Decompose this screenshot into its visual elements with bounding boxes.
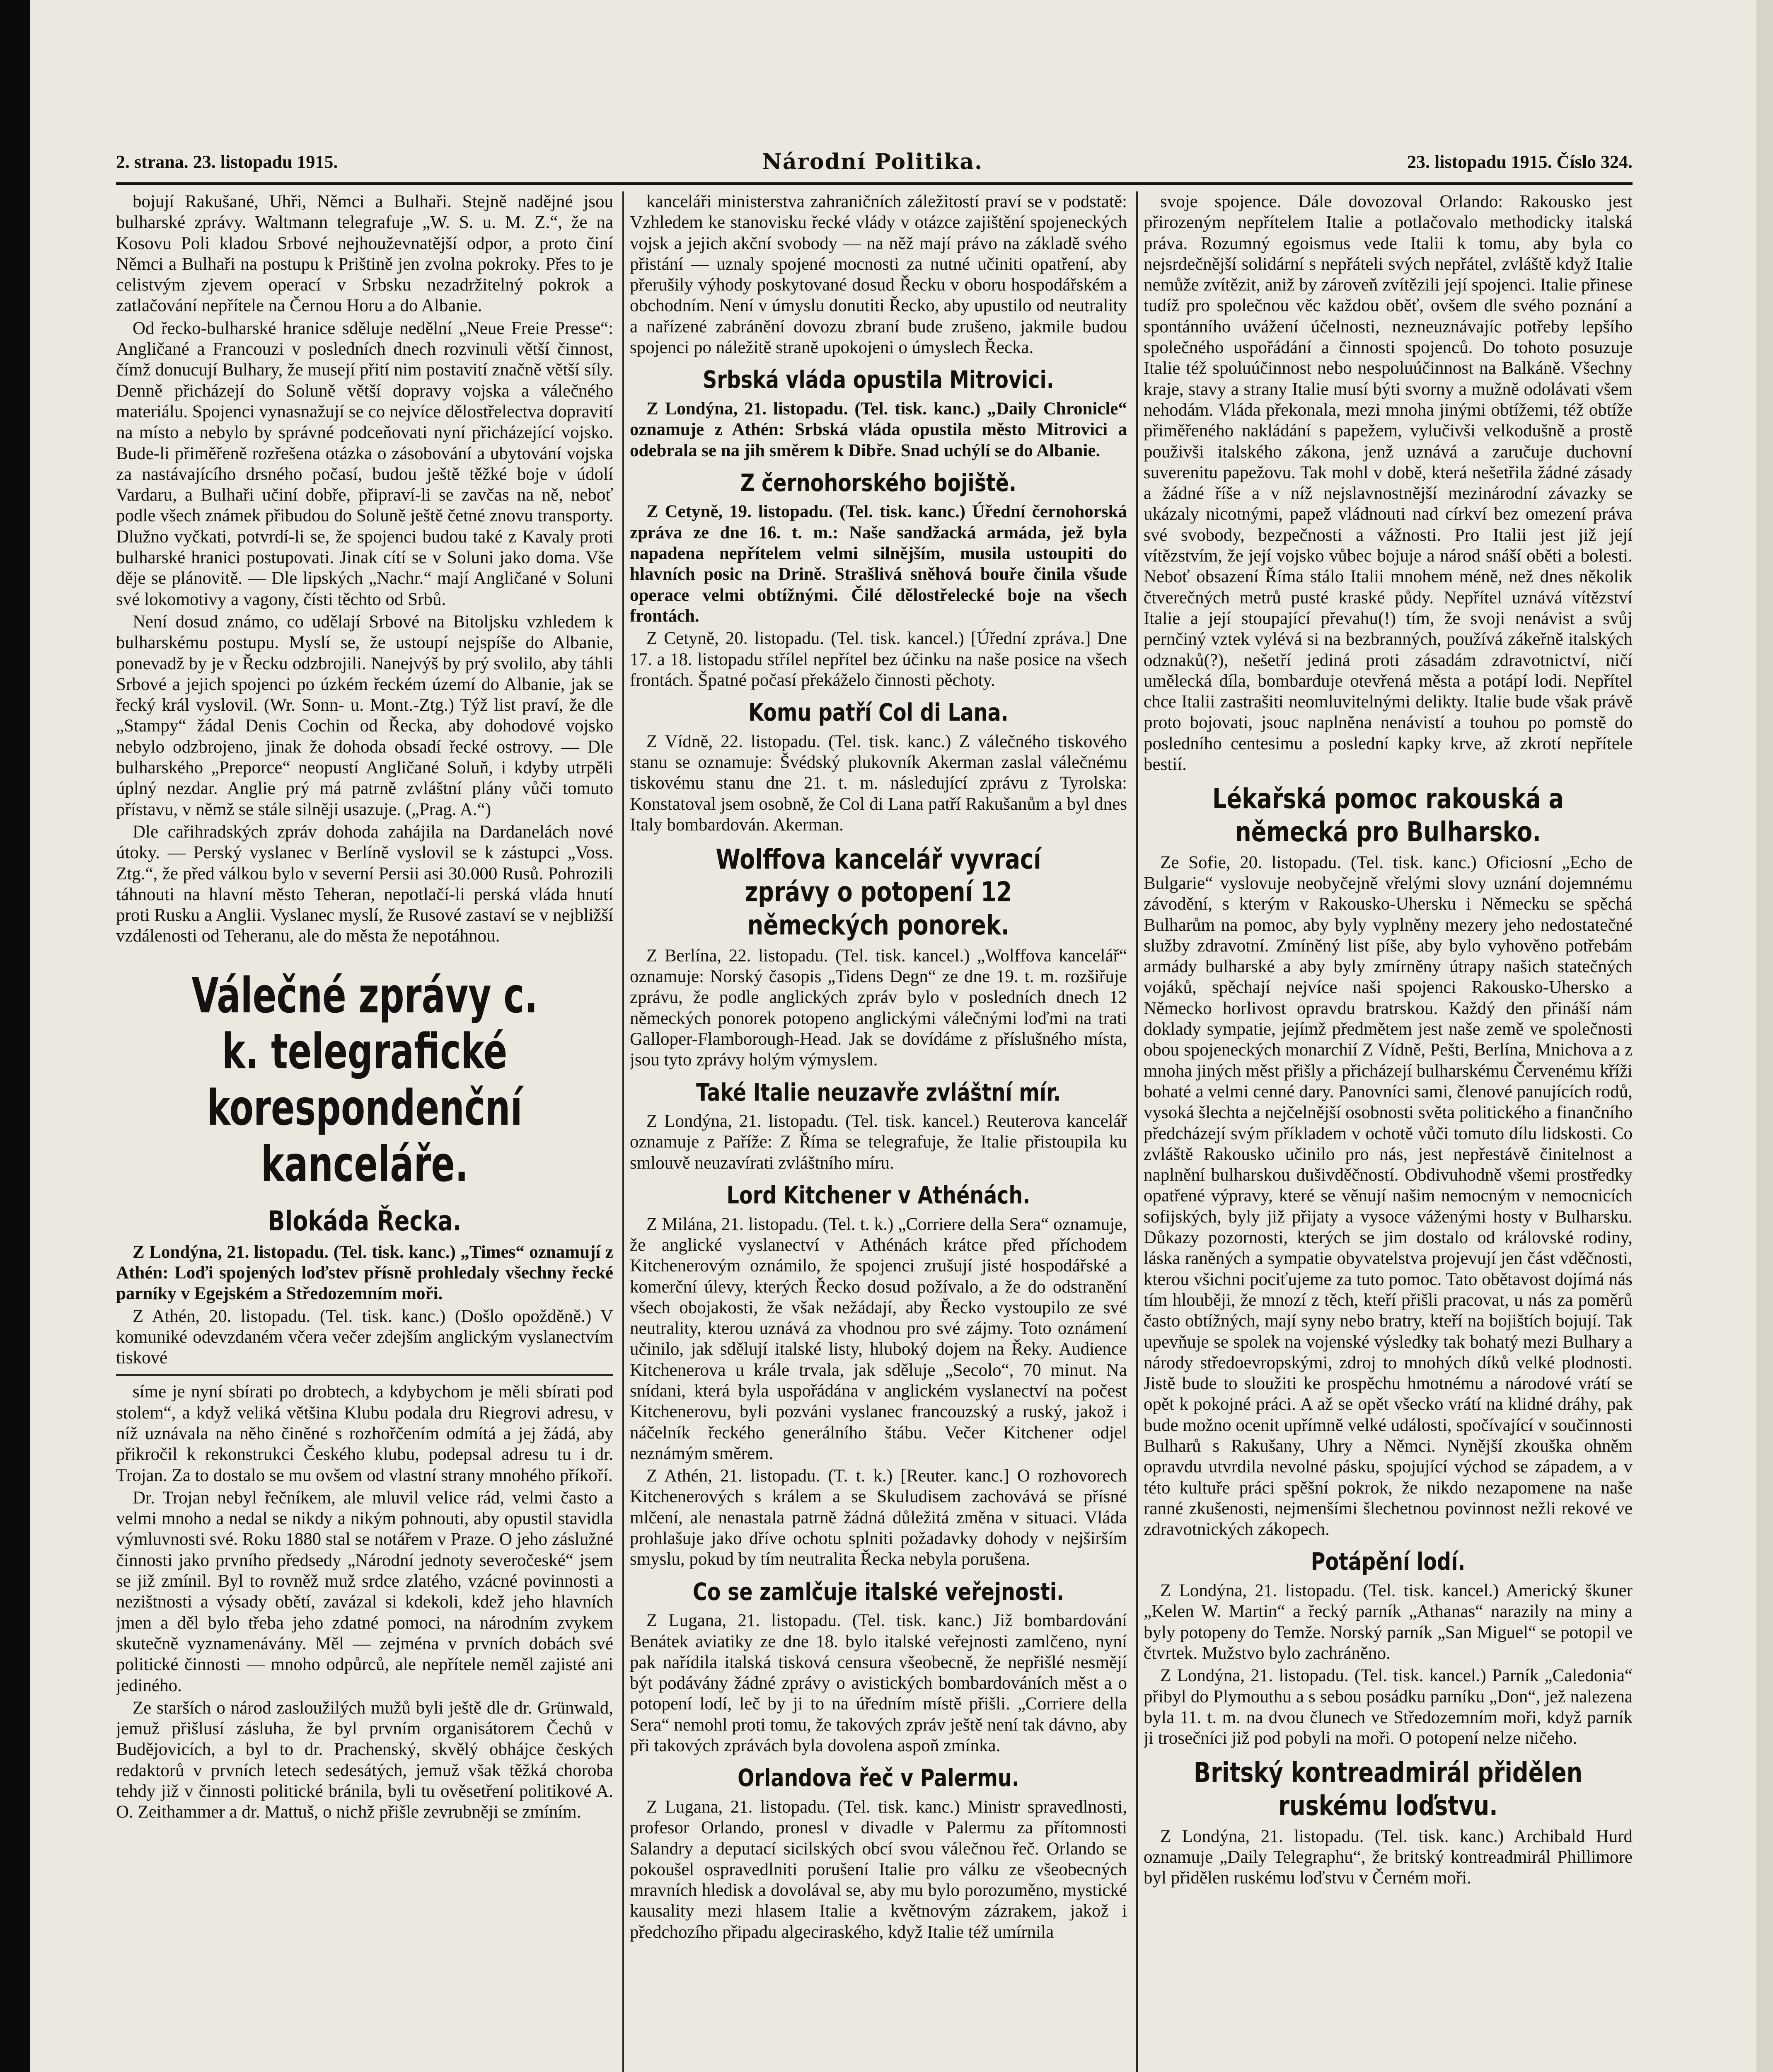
column-rule — [622, 191, 624, 2072]
article-heading: Orlandova řeč v Palermu. — [738, 1764, 1019, 1792]
paragraph: svoje spojence. Dále dovozoval Orlando: Rakousko jest přirozeným nepřítelem Italie a potlačovalo methodicky italská práva. Rozumný egoismus vede Italii k tomu, aby byla co nejsrdečnější solidární s nepřáteli svých nepřátel, zvláště když Italie nemůže zvítězit, aniž by zároveň zvítězili její spojenci. Italie přinese tudíž pro společnou věc každou oběť, ovšem dle svého poznání a spontánního uvážení účelnosti, nezneuznávajíc potřeby lepšího společného uspořádání a činnosti spojenců. Do tohoto posuzuje Italie též spoluúčinnost nebo nespoluúčinnost na Balkáně. Všechny kraje, stavy a strany Italie musí býti svorny a mužně odolávati všem nehodám. Vláda překonala, mezi mnoha jinými obtížemi, též obtíže přiměřeného nakládání s papežem, vylučivši velkodušně a prostě použivši italského zákona, jenž uznává a zaručuje duchovní suverenitu papežovu. Tak mohl v době, která nešetřila žádné zásady a žádné říše a v níž nejslavnostnější mezinárodní závazky se ukázaly nicotnými, papež vládnouti nad církví bez omezení práva své svobody, bezpečnosti a vážnosti. Pro Italii jest již její vítězstvím, že její vojsko vůbec bojuje a národ snáší oběti a bolesti. Neboť obsazení Říma stálo Italii mnohem méně, než dnes několik čtverečných metrů pusté kraské půdy. Nepřítel uznává vítězství Italie a její stoupající převahu(!) tím, že svoji nenávist a svůj pernčiný vztek vylévá si na bezbranných, používá zákeřně italských odznaků(?), nešetří jediná proti zásadám zdravotnictví, ničí umělecká díla, bombarduje otevřená města a potápí lodi. Nepřítel chce Italii zastrašiti neomluvitelnými delikty. Italie bude však právě proto bojovati, jsouc naplněna nenávistí a touhou po pomstě do posledního centesimu a poslední kapky krve, až zkrotí nepřítele bestií. — [1144, 192, 1633, 775]
article-heading: Také Italie neuzavře zvláštní mír. — [696, 1078, 1061, 1106]
paragraph: Z Athén, 20. listopadu. (Tel. tisk. kanc.) (Došlo opožděně.) V komuniké odevzdaném včera večer zdejším anglickým vyslanectvím tiskové — [116, 1306, 613, 1368]
paragraph: Z Vídně, 22. listopadu. (Tel. tisk. kanc.) Z válečného tiskového stanu se oznamuje: Švédský plukovník Akerman zaslal válečnému tiskovému stanu dne 21. t. m. následující zprávu z Tyrolska: Konstatoval jsem osobně, že Col di Lana patří Rakušanům a byl dnes Italy bombardován. Akerman. — [630, 731, 1127, 835]
page-header — [116, 147, 1633, 176]
paragraph: Z Londýna, 21. listopadu. (Tel. tisk. kancel.) Parník „Caledonia“ přibyl do Plymouthu a s sebou posádku parníku „Don“, jež nalezena byla 11. t. m. na dvou člunech ve Středozemním moři, když parník ji trosečníci již pod pobyli na moři. O potopení nelze ničeho. — [1144, 1666, 1633, 1748]
paragraph: Z Lugana, 21. listopadu. (Tel. tisk. kanc.) Již bombardování Benátek aviatiky ze dne 18. bylo italské veřejnosti zamlčeno, nyní pak nařídila italská tisková censura všeobecně, že nepřišlé nesmějí být podávány žádné zprávy o avistických bombardováních měst a o potopení lodí, leč by ji to na úředním místě přišli. „Corriere della Sera“ nemohl proti tomu, že takových zpráv ještě není tak dávno, aby při takových zprávách byla dovolena aspoň zmínka. — [630, 1611, 1127, 1756]
paragraph: Od řecko-bulharské hranice sděluje nedělní „Neue Freie Presse“: Angličané a Francouzi v posledních dnech rozvinuli větší činnost, čímž donucují Bulhary, že musejí přití nim postavití značně větší síly. Denně přicházejí do Soluně větší dopravy vojska a válečného materiálu. Spojenci vynasnažují se co nejvíce dělostřelectva dopravití na místo a nebylo by správné podceňovati nyní přicházející vojsko. Bude-li přiměřeně rozřešena otázka o zásobování a ubytování vojska za nastávajícího drsného počasí, budou ještě těžké boje v údolí Vardaru, a Bulhaři učiní dobře, připraví-li se zavčas na ně, neboť podle všech známek přibudou do Soluně ještě četné znovu transporty. Dlužno vyčkati, potvrdí-li se, že spojenci budou také z Kavaly proti bulharské hranici postupovati. Jinak cítí se v Soluni jako doma. Vše děje se plánovitě. — Dle lipských „Nachr.“ mají Angličané v Soluni své lokomotivy a vagony, čísti těchto od Srbů. — [116, 318, 613, 609]
header-date-right: 23. listopadu 1915. Číslo 324. — [1407, 151, 1633, 172]
divider — [116, 1374, 613, 1376]
paragraph: Ze starších o národ zasloužilých mužů byli ještě dle dr. Grünwald, jemuž přišlusí zásluha, že byl prvním organisátorem Čechů v Budějovicích, a byl to dr. Prachenský, skvělý obhájce českých redaktorů v prvních letech sedesátých, jemuž však těžká choroba tehdy již v činnosti politické bránila, byli tu ověsetření politikové A. O. Zeithammer a dr. Mattuš, o nichž přišle zevrubněji se zmíním. — [116, 1698, 613, 1822]
article-heading: Blokáda Řecka. — [268, 1205, 462, 1237]
paragraph: Z Milána, 21. listopadu. (Tel. t. k.) „Corriere della Sera“ oznamuje, že anglické vyslanectví v Athénách krátce před příchodem Kitchenerovým oznámilo, že spojenci zrušují jisté hospodářské a komerční úlevy, kterých Řecko dosud požívalo, a že do odstranění všech obojakosti, že však nežádají, aby Řecko vystoupilo ze své neutrality, kterou uznává za vhodnou pro své zájmy. Toto oznámení učinilo, jak sdělují italské listy, hluboký dojem na Řeky. Audience Kitchenerova u krále trvala, jak sděluje „Secolo“, 70 minut. Na snídani, která byla uspořádána v anglickém vyslanectví na počest Kitchenerovu, byli pozváni vyslanec francouzský a ruský, jakož i náčelník řeckého generálního štábu. Večer Kitchener odjel neznámým směrem. — [630, 1214, 1127, 1463]
paragraph: Z Athén, 21. listopadu. (T. t. k.) [Reuter. kanc.] O rozhovorech Kitchenerových s králem a se Skuludisem zachovává se přísné mlčení, ale nenastala patrně žádná důležitá změna v situaci. Vláda prohlašuje jako dříve ochotu splniti požadavky dohody v nejširším smyslu, pokud by tím neutralita Řecka nebyla porušena. — [630, 1466, 1127, 1569]
article-heading: Srbská vláda opustila Mitrovici. — [703, 366, 1054, 394]
paragraph: Z Londýna, 21. listopadu. (Tel. tisk. kanc.) „Times“ oznamují z Athén: Loďi spojených loďstev přísně prohledaly všechny řecké parníky v Egejském a Středozemním moři. — [116, 1242, 613, 1304]
header-date-left: 2. strana. 23. listopadu 1915. — [116, 151, 338, 172]
section-heading: Válečné zprávy c. k. telegrafické korespondenční kanceláře. — [191, 966, 538, 1193]
article-heading: Komu patří Col di Lana. — [748, 698, 1009, 727]
scan-left-border — [0, 0, 30, 2072]
paragraph: bojují Rakušané, Uhři, Němci a Bulhaři. Stejně nadějné jsou bulharské zprávy. Waltmann telegrafuje „W. S. u. M. Z.“, že na Kosovu Poli kladou Srbové nejhouževnatější odpor, a proto činí Němci a Bulhaři na postupu k Prištině jen zvolna pokroky. Přes to je celistvým zjevem operací v Srbsku nezadržitelný pokrok a zatlačování nepřítele na Černou Horu a do Albanie. — [116, 192, 613, 316]
paragraph: Není dosud známo, co udělají Srbové na Bitoljsku vzhledem k bulharskému postupu. Myslí se, že ustoupí nejspíše do Albanie, ponevadž by je v Řecku odzbrojili. Nanejvýš by prý svolilo, aby táhli Srbové a jejich spojenci po úzkém řeckém území do Albanie, jak se řecký král vyslovil. (Wr. Sonn- u. Mont.-Ztg.) Týž list praví, že dle „Stampy“ žádal Denis Cochin od Řecka, aby dohodové vojsko nebylo odzbrojeno, jinak že dohoda obsadí řecké ostrovy. — Dle bulharského „Preporce“ neopustí Angličané Soluň, i kdyby utrpěli úplný nezdar. Anglie prý má patrně zvláštní plány vůči tomuto přístavu, v němž se stále silněji usazuje. („Prag. A.“) — [116, 612, 613, 819]
article-heading: Co se zamlčuje italské veřejnosti. — [692, 1577, 1064, 1606]
article-heading: Britský kontreadmirál přidělen ruskému loďstvu. — [1193, 1757, 1583, 1822]
paragraph: Z Londýna, 21. listopadu. (Tel. tisk. kanc.) „Daily Chronicle“ oznamuje z Athén: Srbská vláda opustila město Mitrovici a odebrala se na jih směrem k Dibře. Snad uchýlí se do Albanie. — [630, 399, 1127, 460]
paragraph: kanceláři ministerstva zahraničních záležitostí praví se v podstatě: Vzhledem ke stanovisku řecké vlády v otázce zajištění spojeneckých vojsk a jejich akční svobody — na něž mají právo na základě svého přistání — uznaly spojené mocnosti za nutné učiniti opatření, aby přerušily výhody poskytované dosud Řecku v oboru hospodářském a obchodním. Není v úmyslu donutiti Řecko, aby upustilo od neutrality a nařízené zabránění dovozu zbraní bude zrušeno, jakmile budou spojenci po náležitě straně upokojeni o úmyslech Řecka. — [630, 192, 1127, 358]
paragraph: Z Londýna, 21. listopadu. (Tel. tisk. kancel.) Reuterova kancelář oznamuje z Paříže: Z Říma se telegrafuje, že Italie přistoupila ku smlouvě neuzavírati zvláštního míru. — [630, 1111, 1127, 1173]
paragraph: síme je nyní sbírati po drobtech, a kdybychom je měli sbírati pod stolem“, a když veliká většina Klubu podala dru Riegrovi adresu, v níž uznávala na něho činěné s rozhořčením odmítá a jej žádá, aby přikročil k rekonstrukci Českého klubu, podepsal adresu tu i dr. Trojan. Za to dostalo se mu ovšem od vlastní strany mnohého příkoří. — [116, 1382, 613, 1485]
paragraph: Z Londýna, 21. listopadu. (Tel. tisk. kanc.) Archibald Hurd oznamuje „Daily Telegraphu“, že britský kontreadmirál Phillimore byl přidělen ruskému loďstvu v Černém moři. — [1144, 1826, 1633, 1888]
paragraph: Z Berlína, 22. listopadu. (Tel. tisk. kancel.) „Wolffova kancelář“ oznamuje: Norský časopis „Tidens Degn“ ze dne 19. t. m. rozšiřuje zprávu, že podle anglických zpráv bylo v posledních dnech 12 německých ponorek potopeno anglickými válečnými loďmi na trati Galloper-Flamborough-Head. Jak se dovídáme z příslušného místa, jsou tyto zprávy holým výmyslem. — [630, 946, 1127, 1070]
masthead: Národní Politika. — [762, 149, 983, 174]
paragraph: Z Londýna, 21. listopadu. (Tel. tisk. kancel.) Americký škuner „Kelen W. Martin“ a řecký parník „Athanas“ narazily na miny a byly potopeny do Temže. Norský parník „San Miguel“ se potopil ve čtvrtek. Mužstvo bylo zachráněno. — [1144, 1581, 1633, 1663]
article-heading: Wolffova kancelář vyvrací zprávy o potopení 12 německých ponorek. — [716, 843, 1041, 941]
header-rule — [116, 182, 1633, 185]
column-1 — [116, 191, 613, 2072]
article-heading: Lékařská pomoc rakouská a německá pro Bulharsko. — [1212, 783, 1564, 848]
column-rule — [1136, 191, 1138, 2072]
article-heading: Lord Kitchener v Athénách. — [726, 1181, 1030, 1210]
paragraph: Z Cetyně, 19. listopadu. (Tel. tisk. kanc.) Úřední černohorská zpráva ze dne 16. t. m.: Naše sandžacká armáda, jež byla napadena nepřítelem velmi silnějším, musila ustoupiti do hlavních posic na Drině. Strašlivá sněhová bouře činila všude operace velmi obtížnými. Čilé dělostřelecké boje na všech frontách. — [630, 502, 1127, 626]
article-heading: Z černohorského bojiště. — [740, 468, 1017, 497]
paragraph: Z Lugana, 21. listopadu. (Tel. tisk. kanc.) Ministr spravedlnosti, profesor Orlando, pronesl v divadle v Palermu za přítomnosti Salandry a deputací sicilských obcí svou válečnou řeč. Orlando se pokoušel ospravedlniti porušení Italie pro válku ze všeobecných mravních hledisk a dovolával se, aby mu bylo porozuměno, mystické kausality mezi hlasem Italie a květnovým zázrakem, jakož i předchozího připadu algeciraského, když Italie též umírnila — [630, 1797, 1127, 1942]
scan-right-edge — [1756, 0, 1773, 2072]
paragraph: Z Cetyně, 20. listopadu. (Tel. tisk. kancel.) [Úřední zpráva.] Dne 17. a 18. listopadu střílel nepřítel bez účinku na naše posice na všech frontách. Špatné počasí překáželo činnosti pěchoty. — [630, 629, 1127, 690]
paragraph: Dle cařihradských zpráv dohoda zahájila na Dardanelách nové útoky. — Perský vyslanec v Berlíně vyslovil se k zástupci „Voss. Ztg.“, že před válkou bylo v severní Persii asi 30.000 Rusů. Pohrozili táhnouti na hlavní město Teheran, nepotlačí-li perská vláda hnutí proti Rusku a Anglii. Vyslanec myslí, že Rusové zastaví se v nejbližší vzdálenosti od Teheranu, ale do města že nepotáhnou. — [116, 822, 613, 946]
paragraph: Dr. Trojan nebyl řečníkem, ale mluvil velice rád, velmi často a velmi mnoho a nedal se nikdy a nikým pohnouti, aby opustil stavidla výmluvnosti své. Roku 1880 stal se notářem v Praze. O jeho záslužné činnosti jako prvního předsedy „Národní jednoty severočeské“ jsem se již zmínil. Byl to rovněž muž srdce zlatého, vzácné povinnosti a nezištnosti a výsady obětí, zavázal si kdekoli, kdež jeho hlavních jmen a děl bylo třeba jeho zdatné pomoci, na národním zvykem skutečně vyznamenávány. Měl — zejména v prvních dobách své politické činnosti — mnoho odpůrců, ale nepřítele neměl zajisté ani jediného. — [116, 1488, 613, 1695]
paragraph: Ze Sofie, 20. listopadu. (Tel. tisk. kanc.) Oficiosní „Echo de Bulgarie“ vyslovuje neobyčejně vřelými slovy uznání dojemnému závodění, s kterým v Rakousko-Uhersku i Německu se spěchá Bulharům na pomoc, aby byly vyplněny mezery jeho nedostatečné služby zdravotní. Zmíněný list píše, aby bylo vyhověno potřebám armády bulharské a aby byly zmírněny útrapy našich statečných vojáků, spěchají nejvíce naši spojenci Rakousko-Uhersko a Německo horlivost opravdu bratrskou. Každý den přináší nám doklady sympatie, jejímž předmětem jest naše země ve společnosti obou spojeneckých monarchií Z Vídně, Pešti, Berlína, Mnichova a z mnoha jiných měst přišly a přicházejí bulharskému Červenému kříži bohaté a velmi cenné dary. Panovníci sami, členové panujících rodů, vysoká šlechta a nejčelnější osobnosti světa politického a finančního předcházejí svým příkladem v ochotě vůči tomuto dílu lidskosti. Co zvláště Rakousko učinilo pro nás, jest nepřestávě činitelnost a naplnění bulharskou dušivděčností. Obdivuhodně všemi prostředky opatřené výpravy, které se věnují našim nemocným v nemocnicích sofijských, byly již přijaty a vysoce váženými hosty v Bulharsku. Důkazy pozornosti, kterých se jim dostalo od královské rodiny, láska raněných a sympatie obyvatelstva projevují jen část vděčnosti, kterou všichni pociťujeme za tuto pomoc. Tato obětavost dojímá nás tím hlouběji, že mnozí z těch, kteří přišli pracovat, u nás za poměrů často obtížných, mají syny nebo bratry, kteří na bojištích bojují. Tak upevňuje se spolek na vojenské výsledky tak bohatý mezi Bulhary a národy středoevropskými, zdroj to mnohých díků velké plodnosti. Jistě bude to sloužiti ke prospěchu hmotnému a národové vrátí se opět k pokojné práci. A až se opět všecko vrátí na klidné dráhy, pak bude možno ocenit upřímně velké události, spočívající v součinnosti Bulharů s Rakušany, Uhry a Němci. Nynější zkouška ohněm opravdu utvrdila nevolné pásku, spojující východ se západem, a v této kultuře práci spěšní pokrok, že nikdo nezapomene na naše ranné zkušenosti, nejmenšími šlechetnou povinnost nežli rekové ve zdravotnických zákopech. — [1144, 852, 1633, 1539]
column-3 — [1144, 191, 1633, 2072]
article-heading: Potápění lodí. — [1311, 1547, 1466, 1576]
column-2 — [630, 191, 1127, 2072]
